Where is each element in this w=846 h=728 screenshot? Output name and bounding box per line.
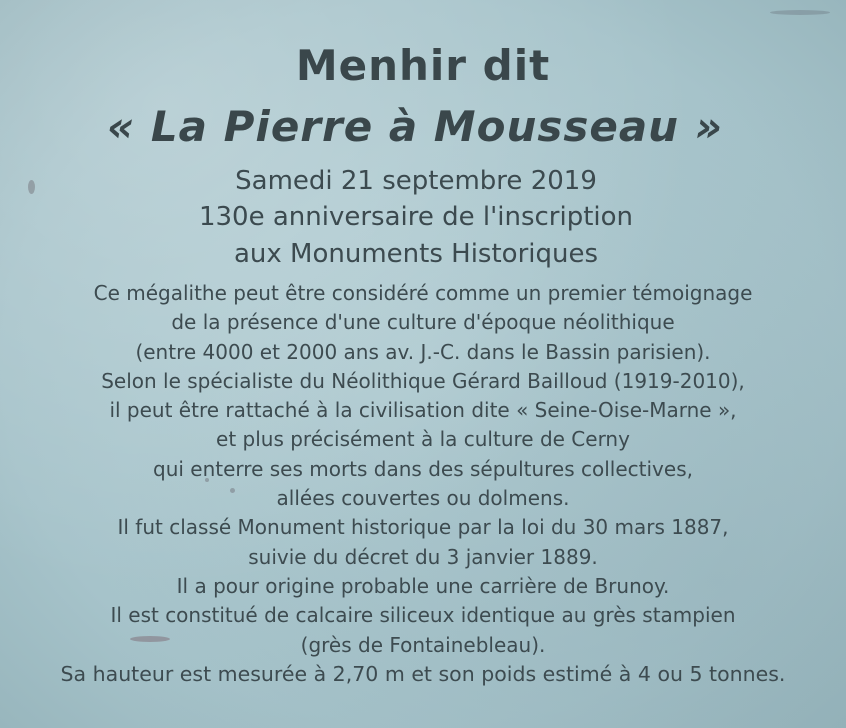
body-line: de la présence d'une culture d'époque néolithique	[171, 310, 675, 335]
plaque-date: Samedi 21 septembre 2019	[235, 166, 597, 196]
body-line: Il fut classé Monument historique par la loi du 30 mars 1887,	[117, 515, 729, 540]
stain-mark	[770, 10, 830, 15]
body-line: suivie du décret du 3 janvier 1889.	[248, 544, 598, 569]
body-line: (grès de Fontainebleau).	[300, 632, 546, 657]
body-line: Il a pour origine probable une carrière de Brunoy.	[176, 573, 670, 598]
body-line: qui enterre ses morts dans des sépultures collectives,	[153, 456, 693, 481]
plaque-title-line1: Menhir dit	[295, 41, 551, 90]
body-line: Selon le spécialiste du Néolithique Gérard Bailloud (1919-2010),	[101, 368, 745, 393]
body-line: il peut être rattaché à la civilisation dite « Seine-Oise-Marne »,	[109, 398, 737, 423]
body-line: Ce mégalithe peut être considéré comme un premier témoignage	[93, 281, 753, 305]
plaque-body	[0, 279, 846, 689]
body-line: Sa hauteur est mesurée à 2,70 m et son poids estimé à 4 ou 5 tonnes.	[60, 661, 786, 686]
plaque-monuments: aux Monuments Historiques	[233, 239, 599, 269]
body-line: allées couvertes ou dolmens.	[276, 486, 570, 511]
plaque-title-line2: « La Pierre à Mousseau »	[107, 102, 723, 151]
body-line: et plus précisément à la culture de Cerny	[216, 427, 630, 452]
body-line: (entre 4000 et 2000 ans av. J.-C. dans le Bassin parisien).	[135, 339, 711, 364]
body-line: Il est constitué de calcaire siliceux identique au grès stampien	[110, 603, 736, 628]
plaque-anniversary: 130e anniversaire de l'inscription	[198, 202, 634, 232]
